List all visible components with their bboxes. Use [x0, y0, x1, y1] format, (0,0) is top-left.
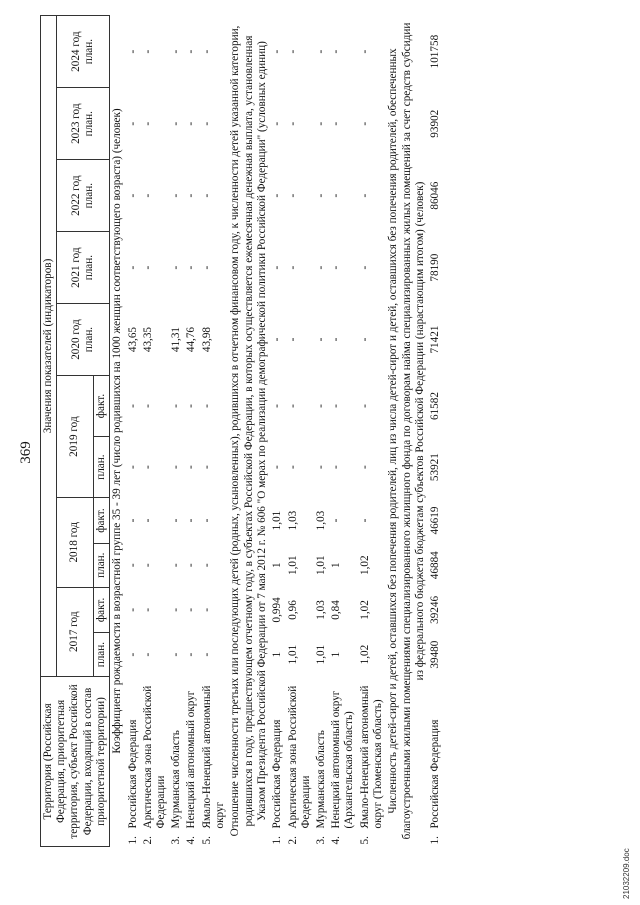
value-cell: - — [200, 121, 213, 126]
value-cell: - — [141, 518, 154, 523]
table-row — [200, 16, 228, 847]
row-number: 1. — [429, 836, 442, 845]
territory-cell — [270, 676, 285, 846]
territory-name: Мурманская область — [170, 730, 183, 829]
value-cell: - — [358, 49, 371, 54]
year-2017-header: 2017 год — [57, 587, 94, 676]
value-cell: - — [358, 193, 371, 198]
territory-name: Ненецкий автономный округ — [185, 690, 198, 829]
territory-cell — [314, 676, 329, 846]
value-cell: - — [126, 49, 139, 54]
territory-cell — [329, 676, 357, 846]
value-cell: - — [200, 193, 213, 198]
territory-name: Ненецкий автономный округ (Архангельская область) — [330, 690, 356, 829]
value-cell: - — [126, 193, 139, 198]
value-cell: - — [286, 121, 299, 126]
value-cell: - — [358, 518, 371, 523]
value-cell: - — [170, 49, 183, 54]
value-cell: 46619 — [429, 506, 442, 535]
value-cell: 101758 — [429, 34, 442, 69]
value-cell: - — [330, 337, 343, 342]
value-cell: - — [185, 563, 198, 568]
value-cell: - — [170, 465, 183, 469]
value-cell: 1,03 — [315, 600, 328, 620]
value-cell: - — [315, 465, 328, 469]
value-cell: - — [286, 265, 299, 270]
value-cell: - — [126, 563, 139, 568]
value-cell: - — [286, 337, 299, 342]
value-cell: - — [271, 404, 284, 408]
value-cell: - — [200, 404, 213, 408]
territory-cell — [358, 676, 386, 846]
value-cell: - — [200, 265, 213, 270]
table-row — [358, 16, 386, 847]
indicators-table — [40, 15, 444, 847]
row-number: 4. — [330, 836, 343, 845]
value-cell: 71421 — [429, 325, 442, 354]
value-cell: 93902 — [429, 109, 442, 138]
table-body — [110, 16, 444, 847]
indicator-title: Отношение численности третьих или последующих детей (родных, усыновленных), родившихся в отчетном финансовом году, к численности детей указанной категории, родившихся в году, предшествующем отчетному году, в субъектах Российской Федерации, в которых осуществляется ежемесячная денежная выплата, установленная Указом Президента Российской Федерации от 7 мая 2012 г. № 606 "О мерах по реализации демографической политики Российской Федерации" (условных единиц) — [229, 25, 268, 837]
value-cell: - — [141, 265, 154, 270]
value-cell: - — [185, 49, 198, 54]
value-cell: - — [126, 121, 139, 126]
territory-name: Российская Федерация — [429, 719, 442, 829]
value-cell: - — [141, 563, 154, 568]
value-cell: 86046 — [429, 181, 442, 210]
value-cell: - — [271, 193, 284, 198]
value-cell: - — [170, 652, 183, 657]
value-cell: - — [200, 465, 213, 469]
value-cell: - — [330, 404, 343, 408]
table-row — [270, 16, 285, 847]
value-cell: - — [170, 518, 183, 523]
value-cell: - — [185, 404, 198, 408]
value-cell: - — [271, 49, 284, 54]
territory-cell — [200, 676, 228, 846]
territory-column-header: Территория (Российская Федерация, приоритетная территория, субъект Российской Федерации, входящий в состав приоритетной территории) — [41, 676, 110, 846]
year-2024-header: 2024 год план. — [57, 16, 110, 88]
value-cell: - — [185, 121, 198, 126]
value-cell: - — [141, 121, 154, 126]
fact-subheader: факт. — [93, 498, 109, 544]
value-cell: - — [315, 265, 328, 270]
value-cell: 1,03 — [286, 510, 299, 531]
value-cell: - — [315, 121, 328, 126]
territory-cell — [126, 676, 141, 846]
value-cell: - — [330, 193, 343, 198]
value-cell: - — [126, 652, 139, 657]
value-cell: - — [170, 563, 183, 568]
table-row — [428, 16, 443, 847]
value-cell: - — [358, 121, 371, 126]
plan-subheader: план. — [93, 543, 109, 587]
territory-name: Мурманская область — [315, 730, 328, 829]
plan-subheader: план. — [93, 437, 109, 498]
value-cell: 39480 — [429, 640, 442, 669]
table-row — [184, 16, 199, 847]
value-cell: - — [271, 337, 284, 342]
value-cell: - — [200, 49, 213, 54]
value-cell: 53921 — [429, 453, 442, 482]
value-cell: 43,35 — [141, 326, 154, 353]
row-number: 3. — [315, 836, 328, 845]
value-cell: 1,02 — [358, 600, 371, 620]
value-cell: - — [330, 49, 343, 54]
table-row — [126, 16, 141, 847]
year-2022-header: 2022 год план. — [57, 160, 110, 232]
value-cell: 1 — [330, 651, 343, 658]
year-2019-header: 2019 год — [57, 376, 94, 498]
year-2020-header: 2020 год план. — [57, 304, 110, 376]
table-row — [169, 16, 184, 847]
fact-subheader: факт. — [93, 376, 109, 437]
value-cell: - — [200, 608, 213, 612]
row-number: 5. — [200, 836, 213, 845]
value-cell: 43,65 — [126, 326, 139, 353]
value-cell: - — [185, 518, 198, 523]
year-2018-header: 2018 год — [57, 498, 94, 587]
row-number: 2. — [141, 836, 154, 845]
territory-cell — [286, 676, 314, 846]
value-cell: 0,96 — [286, 600, 299, 620]
value-cell: - — [200, 563, 213, 568]
territory-name: Российская Федерация — [271, 719, 284, 829]
value-cell: - — [185, 465, 198, 469]
value-cell: 78190 — [429, 253, 442, 282]
value-cell: 46884 — [429, 551, 442, 580]
value-cell: - — [141, 193, 154, 198]
value-cell: - — [358, 337, 371, 342]
value-cell: - — [185, 652, 198, 657]
indicator-title: Численность детей-сирот и детей, оставшихся без попечения родителей, лиц из числа детей-сирот и детей, оставшихся без попечения родителей, обеспеченных благоустроенными жилыми помещениями специализированного жилищного фонда по договорам найма специализированных жилых помещений за счет средств субсидии из федерального бюджета бюджетам субъектов Российской Федерации (нарастающим итогом) (человек) — [387, 22, 426, 840]
fact-subheader: факт. — [93, 587, 109, 633]
table-header — [41, 16, 110, 847]
section-header-row — [228, 16, 270, 847]
page-number: 369 — [18, 441, 34, 464]
territory-cell — [184, 676, 199, 846]
value-cell: - — [170, 404, 183, 408]
year-2021-header: 2021 год план. — [57, 232, 110, 304]
value-cell: 1 — [271, 562, 284, 569]
value-cell: - — [141, 465, 154, 469]
value-cell: - — [358, 465, 371, 469]
value-cell: - — [271, 265, 284, 270]
value-cell: - — [286, 404, 299, 408]
value-cell: 41,31 — [170, 326, 183, 353]
value-cell: - — [200, 652, 213, 657]
value-cell: 1 — [271, 651, 284, 658]
value-cell: - — [141, 49, 154, 54]
value-cell: 1,02 — [358, 555, 371, 575]
value-cell: 1,01 — [286, 555, 299, 575]
value-cell: - — [330, 121, 343, 126]
table-row — [286, 16, 314, 847]
value-cell: 61582 — [429, 392, 442, 421]
value-cell: - — [330, 465, 343, 469]
row-number: 2. — [286, 836, 299, 845]
value-cell: - — [358, 404, 371, 408]
territory-name: Арктическая зона Российской Федерации — [141, 685, 167, 829]
row-number: 4. — [185, 836, 198, 845]
row-number: 5. — [358, 836, 371, 845]
values-group-header: Значения показателей (индикаторов) — [41, 16, 57, 677]
row-number: 1. — [126, 836, 139, 845]
value-cell: - — [330, 265, 343, 270]
value-cell: - — [126, 518, 139, 523]
value-cell: - — [170, 608, 183, 612]
value-cell: - — [271, 465, 284, 469]
value-cell: - — [315, 404, 328, 408]
value-cell: - — [141, 608, 154, 612]
value-cell: 1,01 — [315, 555, 328, 575]
value-cell: - — [286, 193, 299, 198]
value-cell: 1,01 — [286, 644, 299, 665]
value-cell: - — [315, 337, 328, 342]
territory-cell — [169, 676, 184, 846]
value-cell: 1,01 — [315, 644, 328, 665]
territory-name: Ямало-Ненецкий автономный округ (Тюменская область) — [358, 685, 384, 829]
value-cell: - — [286, 49, 299, 54]
value-cell: 43,98 — [200, 326, 213, 353]
value-cell: - — [126, 465, 139, 469]
value-cell: - — [185, 193, 198, 198]
value-cell: 0,84 — [330, 600, 343, 620]
value-cell: 1 — [330, 562, 343, 569]
document-file-id: 21032209.doc — [622, 848, 631, 899]
value-cell: - — [126, 608, 139, 612]
indicator-title: Коэффициент рождаемости в возрастной группе 35 - 39 лет (число родившихся на 1000 женщин соответствующего возраста) (человек) — [111, 108, 124, 754]
territory-name: Арктическая зона Российской Федерации — [286, 685, 312, 829]
territory-cell — [428, 676, 443, 846]
value-cell: - — [170, 193, 183, 198]
value-cell: - — [126, 265, 139, 270]
plan-subheader: план. — [93, 633, 109, 677]
value-cell: 1,01 — [271, 510, 284, 531]
value-cell: - — [315, 193, 328, 198]
value-cell: 0,994 — [271, 597, 284, 623]
table-row — [314, 16, 329, 847]
value-cell: - — [141, 404, 154, 408]
value-cell: 1,03 — [315, 510, 328, 531]
value-cell: - — [141, 652, 154, 657]
value-cell: - — [286, 465, 299, 469]
value-cell: - — [126, 404, 139, 408]
value-cell: - — [185, 608, 198, 612]
section-header-row — [110, 16, 126, 847]
territory-cell — [141, 676, 169, 846]
value-cell: - — [185, 265, 198, 270]
value-cell: - — [358, 265, 371, 270]
table-row — [329, 16, 357, 847]
value-cell: - — [271, 121, 284, 126]
value-cell: - — [330, 518, 343, 523]
territory-name: Ямало-Ненецкий автономный округ — [200, 685, 226, 829]
row-number: 3. — [170, 836, 183, 845]
value-cell: - — [315, 49, 328, 54]
value-cell: - — [170, 121, 183, 126]
table-row — [141, 16, 169, 847]
value-cell: - — [200, 518, 213, 523]
territory-name: Российская Федерация — [126, 719, 139, 829]
year-2023-header: 2023 год план. — [57, 88, 110, 160]
value-cell: 39246 — [429, 595, 442, 624]
section-header-row — [386, 16, 428, 847]
value-cell: - — [170, 265, 183, 270]
row-number: 1. — [271, 836, 284, 845]
value-cell: 1,02 — [358, 644, 371, 665]
value-cell: 44,76 — [185, 326, 198, 353]
